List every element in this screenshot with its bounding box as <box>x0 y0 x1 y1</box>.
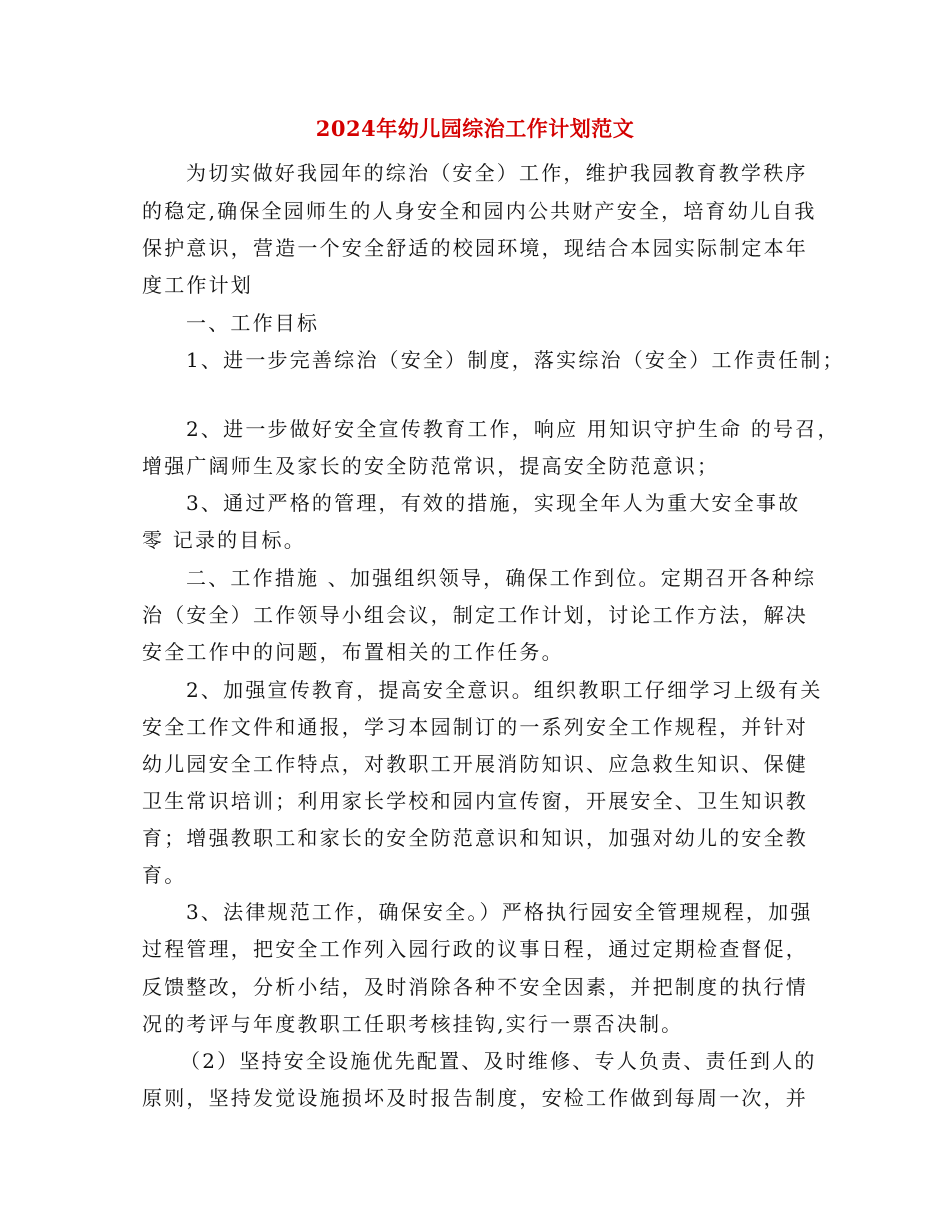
paragraph-line: 3、法律规范工作，确保安全。）严格执行园安全管理规程，加强 <box>186 900 813 924</box>
paragraph-line: 为切实做好我园年的综治（安全）工作，维护我园教育教学秩序 <box>186 161 808 185</box>
document-title: 2024年幼儿园综治工作计划范文 <box>315 116 635 141</box>
paragraph-line: 2、进一步做好安全宣传教育工作，响应 用知识守护生命 的号召， <box>186 417 840 441</box>
paragraph-line: 零 记录的目标。 <box>142 528 306 552</box>
paragraph-line: 度工作计划 <box>142 273 253 297</box>
section-heading: 一、工作目标 <box>186 311 320 335</box>
paragraph-line: 1、进一步完善综治（安全）制度，落实综治（安全）工作责任制； <box>186 348 845 372</box>
paragraph-line: 安全工作中的问题，布置相关的工作任务。 <box>142 640 564 664</box>
paragraph-line: 保护意识，营造一个安全舒适的校园环境，现结合本园实际制定本年 <box>142 236 808 260</box>
paragraph-line: 安全工作文件和通报，学习本园制订的一系列安全工作规程，并针对 <box>142 715 808 739</box>
paragraph-line: 卫生常识培训；利用家长学校和园内宣传窗，开展安全、卫生知识教 <box>142 789 808 813</box>
paragraph-line: 过程管理，把安全工作列入园行政的议事日程，通过定期检查督促， <box>142 937 808 961</box>
paragraph-line: 3、通过严格的管理，有效的措施，实现全年人为重大安全事故 <box>186 491 801 515</box>
paragraph-line: 原则，坚持发觉设施损坏及时报告制度，安检工作做到每周一次，并 <box>142 1086 808 1110</box>
paragraph-line: 二、工作措施 、加强组织领导，确保工作到位。定期召开各种综 <box>186 566 817 590</box>
paragraph-line: 反馈整改，分析小结，及时消除各种不安全因素，并把制度的执行情 <box>142 975 808 999</box>
paragraph-line: 况的考评与年度教职工任职考核挂钩,实行一票否决制。 <box>142 1012 684 1036</box>
paragraph-line: （2）坚持安全设施优先配置、及时维修、专人负责、责任到人的 <box>180 1049 817 1073</box>
paragraph-line: 育；增强教职工和家长的安全防范意识和知识，加强对幼儿的安全教 <box>142 826 808 850</box>
paragraph-line: 增强广阔师生及家长的安全防范常识，提高安全防范意识； <box>142 454 720 478</box>
paragraph-line: 2、加强宣传教育，提高安全意识。组织教职工仔细学习上级有关 <box>186 678 823 702</box>
paragraph-line: 育。 <box>142 863 187 887</box>
paragraph-line: 幼儿园安全工作特点，对教职工开展消防知识、应急救生知识、保健 <box>142 752 808 776</box>
paragraph-line: 治（安全）工作领导小组会议，制定工作计划，讨论工作方法，解决 <box>142 603 808 627</box>
paragraph-line: 的稳定,确保全园师生的人身安全和园内公共财产安全，培育幼儿自我 <box>142 199 817 223</box>
